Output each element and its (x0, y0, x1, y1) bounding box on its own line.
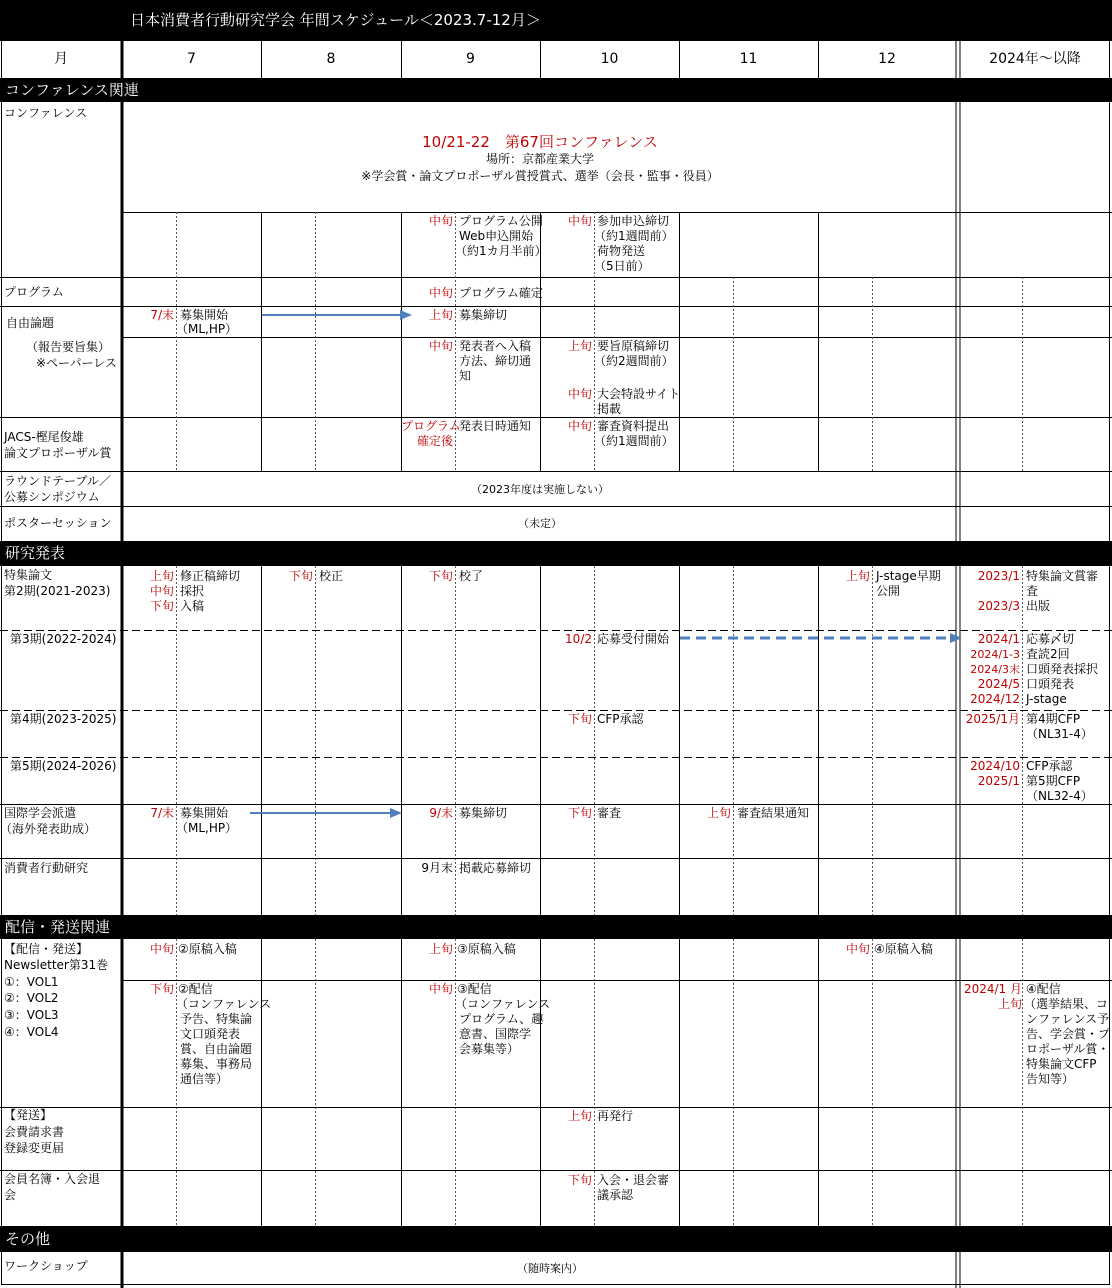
special-9: 校了 (459, 569, 484, 583)
section-conference: コンファレンス関連 (5, 81, 139, 99)
nl2-ng: 告知等） (1026, 1072, 1075, 1086)
intl-7a: 募集開始 (180, 806, 229, 820)
jacs-10b: （約1週間前） (594, 434, 674, 448)
special-n2: 出版 (1026, 599, 1051, 613)
conf-sub-tag-10: 中旬 (567, 214, 592, 228)
nl2-9d: 意書、国際学 (459, 1027, 532, 1041)
row-label-intl1: 国際学会派遣 (4, 806, 77, 820)
p3-tag-n1: 2024/1 (977, 632, 1020, 646)
nl2-nd: 告、学会賞・プ (1026, 1027, 1111, 1041)
nl2-nc: ンファレンス予 (1026, 1012, 1110, 1026)
row-label-free-sub2: ※ペーパーレス (36, 356, 117, 370)
arrow-period3 (680, 633, 962, 643)
jacs-tag-10: 中旬 (567, 419, 592, 433)
intl-tag-7: 7/末 (150, 806, 174, 820)
row-label-special1: 特集論文 (4, 568, 53, 582)
special-tag-7c: 下旬 (149, 599, 174, 613)
special-tag-n2: 2023/3 (977, 599, 1020, 613)
row-label-nl3: ①：VOL1 (4, 975, 59, 989)
special-7b: 採択 (180, 584, 205, 598)
cbr-tag-9: 9月末 (421, 861, 453, 875)
freesub-tag-10b: 中旬 (567, 387, 592, 401)
nl1-tag-7: 中旬 (149, 942, 174, 956)
nl2-7f: 募集、事務局 (180, 1057, 253, 1071)
row-label-round2: 公募シンポジウム (4, 490, 100, 504)
row-label-jacs1: JACS-樫尾俊雄 (4, 430, 84, 444)
section-other: その他 (5, 1230, 51, 1248)
row-label-ship2: 会費請求書 (4, 1125, 65, 1139)
row-label-cbr: 消費者行動研究 (4, 861, 89, 875)
intl-9: 募集締切 (459, 806, 508, 820)
conf-sub-10b: （約1週間前） (594, 229, 674, 243)
freesub-9a: 発表者へ入稿 (459, 339, 532, 353)
special-7a: 修正稿締切 (180, 569, 241, 583)
free-7b: （ML,HP） (176, 322, 238, 336)
free-9: 募集締切 (459, 308, 508, 322)
row-label-roster2: 会 (4, 1188, 17, 1202)
cbr-9: 掲載応募締切 (459, 861, 532, 875)
nl2-7b: （コンファレンス (176, 997, 272, 1011)
freesub-9c: 知 (459, 369, 472, 383)
freesub-10d: 掲載 (597, 402, 622, 416)
row-label-nl2: Newsletter第31巻 (4, 958, 109, 972)
row-label-nl5: ③：VOL3 (4, 1008, 59, 1022)
p5-n2b: （NL32-4） (1026, 789, 1093, 803)
nl2-tag-nb: 上旬 (997, 997, 1022, 1011)
p5-tag-n1: 2024/10 (970, 759, 1020, 773)
p3-n3: 口頭発表採択 (1026, 662, 1099, 676)
p3-tag-n4: 2024/5 (977, 677, 1020, 691)
row-label-program: プログラム (4, 285, 64, 299)
nl2-7e: 賞、自由論題 (180, 1042, 253, 1056)
page-title: 日本消費者行動研究学会 年間スケジュール＜2023.7-12月＞ (130, 11, 541, 29)
row-label-conference: コンファレンス (4, 106, 88, 120)
special-n1b: 査 (1026, 584, 1039, 598)
p4-na: 第4期CFP (1026, 712, 1081, 726)
nl2-ne: ロポーザル賞・ (1026, 1042, 1110, 1056)
p4-nb: （NL31-4） (1026, 727, 1093, 741)
p3-tag-n3: 2024/3末 (970, 663, 1020, 676)
free-7a: 募集開始 (180, 308, 229, 322)
freesub-tag-10a: 上旬 (567, 339, 592, 353)
intl-tag-9: 9/末 (429, 806, 453, 820)
round-note: （2023年度は実施しない） (471, 483, 609, 496)
p3-tag-n2: 2024/1-3 (970, 648, 1020, 661)
conf-sub-10a: 参加申込締切 (597, 214, 670, 228)
nl2-9a: ③配信 (457, 982, 492, 996)
conf-sub-9a: プログラム公開 (459, 214, 543, 228)
nl2-9c: プログラム、趣 (459, 1012, 544, 1026)
special-tag-7b: 中旬 (149, 584, 174, 598)
special-tag-12: 上旬 (845, 569, 870, 583)
special-tag-9: 下旬 (428, 569, 453, 583)
intl-tag-10: 下旬 (567, 806, 592, 820)
p3-n2: 査読2回 (1026, 647, 1070, 661)
row-label-ship1: 【発送】 (4, 1108, 53, 1122)
program-9: プログラム確定 (459, 286, 543, 300)
conference-banner-venue: 場所：京都産業大学 (485, 152, 594, 166)
special-n1a: 特集論文賞審 (1026, 569, 1099, 583)
jacs-10a: 審査資料提出 (597, 419, 670, 433)
section-bar-research (0, 541, 1112, 566)
section-bar-conference (0, 78, 1112, 102)
row-label-round1: ラウンドテーブル／ (4, 474, 111, 488)
special-tag-n1: 2023/1 (977, 569, 1020, 583)
row-label-free: 自由論題 (6, 316, 55, 330)
row-label-jacs2: 論文プロポーザル賞 (4, 446, 112, 460)
conf-sub-10d: （5日前） (594, 259, 650, 273)
nl2-nb: （選挙結果、コ (1024, 997, 1109, 1011)
header-m10: 10 (600, 51, 619, 67)
jacs-tag-9a: プログラム (401, 419, 461, 433)
header-m7: 7 (187, 51, 196, 67)
special-tag-7a: 上旬 (149, 569, 174, 583)
header-month: 月 (54, 51, 68, 67)
jacs-tag-9b: 確定後 (416, 434, 453, 448)
section-distribution: 配信・発送関連 (5, 918, 111, 936)
nl1-tag-9: 上旬 (428, 942, 453, 956)
row-label-nl1: 【配信・発送】 (4, 942, 89, 956)
p3-n5: J-stage (1026, 692, 1067, 706)
conf-sub-10c: 荷物発送 (597, 244, 646, 258)
row-label-p3: 第3期(2022-2024) (10, 632, 117, 646)
arrow-free-topic (262, 310, 412, 320)
nl2-9e: 会募集等） (459, 1042, 520, 1056)
program-tag-9: 中旬 (428, 286, 453, 300)
section-research: 研究発表 (5, 544, 66, 562)
p5-n1: CFP承認 (1026, 759, 1073, 773)
row-label-free-sub1: （報告要旨集） (26, 340, 111, 354)
special-8: 校正 (319, 569, 344, 583)
conf-sub-tag-9: 中旬 (428, 214, 453, 228)
intl-11: 審査結果通知 (737, 806, 810, 820)
p5-n2a: 第5期CFP (1026, 774, 1081, 788)
intl-tag-11: 上旬 (706, 806, 731, 820)
freesub-10b: （約2週間前） (594, 354, 674, 368)
nl2-7c: 予告、特集論 (180, 1012, 253, 1026)
nl2-7d: 文口頭発表 (180, 1027, 241, 1041)
section-bar-other (0, 1226, 1112, 1252)
roster-10b: 議承認 (597, 1188, 634, 1202)
nl2-7g: 通信等） (180, 1072, 229, 1086)
p3-10: 応募受付開始 (597, 632, 670, 646)
freesub-10a: 要旨原稿締切 (597, 339, 670, 353)
conference-banner-note: ※学会賞・論文プロポーザル賞授賞式、選挙（会長・監事・役員） (361, 169, 719, 183)
nl1-12: ④原稿入稿 (874, 942, 933, 956)
free-tag-7: 7/末 (150, 308, 174, 322)
ship-10: 再発行 (597, 1109, 634, 1123)
header-m9: 9 (466, 51, 475, 67)
header-m8: 8 (326, 51, 336, 67)
free-tag-9: 上旬 (428, 308, 453, 322)
p4-tag-10: 下旬 (567, 712, 592, 726)
freesub-9b: 方法、締切通 (459, 354, 532, 368)
poster-note: （未定） (518, 517, 562, 530)
row-label-p4: 第4期(2023-2025) (10, 712, 117, 726)
p3-tag-n5: 2024/12 (970, 692, 1020, 706)
p3-n1: 応募〆切 (1026, 632, 1075, 646)
row-label-poster: ポスターセッション (4, 516, 112, 530)
header-next: 2024年～以降 (989, 51, 1081, 67)
special-7c: 入稿 (180, 599, 205, 613)
conf-sub-9c: （約1カ月半前） (455, 244, 547, 258)
row-label-ship3: 登録変更届 (4, 1141, 65, 1155)
p4-tag-n: 2025/1月 (965, 712, 1020, 726)
roster-tag-10: 下旬 (567, 1173, 592, 1187)
workshop-note: （随時案内） (517, 1262, 583, 1275)
arrow-intl (250, 808, 402, 818)
p4-10: CFP承認 (597, 712, 644, 726)
nl2-9b: （コンファレンス (455, 997, 551, 1011)
header-m12: 12 (878, 51, 896, 67)
roster-10a: 入会・退会審 (597, 1173, 670, 1187)
nl1-9: ③原稿入稿 (457, 942, 516, 956)
row-label-nl6: ④：VOL4 (4, 1025, 59, 1039)
section-bar-distribution (0, 915, 1112, 939)
nl2-tag-9: 中旬 (428, 982, 453, 996)
nl1-7: ②原稿入稿 (178, 942, 237, 956)
nl2-tag-na: 2024/1 月 (963, 982, 1022, 996)
special-12b: 公開 (876, 584, 901, 598)
special-tag-8: 下旬 (288, 569, 313, 583)
ship-tag-10: 上旬 (567, 1109, 592, 1123)
conference-banner-title: 10/21-22 第67回コンファレンス (422, 133, 658, 151)
row-label-nl4: ②：VOL2 (4, 991, 59, 1005)
intl-7b: （ML,HP） (176, 821, 238, 835)
special-12a: J-stage早期 (876, 569, 941, 583)
jacs-9: 発表日時通知 (459, 419, 532, 433)
freesub-10c: 大会特設サイト (597, 387, 681, 401)
row-label-workshop: ワークショップ (4, 1259, 88, 1273)
nl2-7a: ②配信 (178, 982, 213, 996)
intl-10: 審査 (597, 806, 622, 820)
nl2-tag-7: 下旬 (149, 982, 174, 996)
row-label-intl2: （海外発表助成） (0, 822, 97, 836)
conf-sub-9b: Web申込開始 (459, 229, 534, 243)
row-label-special2: 第2期(2021-2023) (4, 584, 111, 598)
nl2-na: ④配信 (1026, 982, 1061, 996)
p3-tag-10: 10/2 (565, 632, 592, 646)
row-label-roster1: 会員名簿・入会退 (4, 1172, 101, 1186)
p5-tag-n2: 2025/1 (977, 774, 1020, 788)
header-m11: 11 (739, 51, 758, 67)
freesub-tag-9: 中旬 (428, 339, 453, 353)
p3-n4: 口頭発表 (1026, 677, 1075, 691)
row-label-p5: 第5期(2024-2026) (10, 759, 117, 773)
nl2-nf: 特集論文CFP (1026, 1057, 1097, 1071)
nl1-tag-12: 中旬 (845, 942, 870, 956)
